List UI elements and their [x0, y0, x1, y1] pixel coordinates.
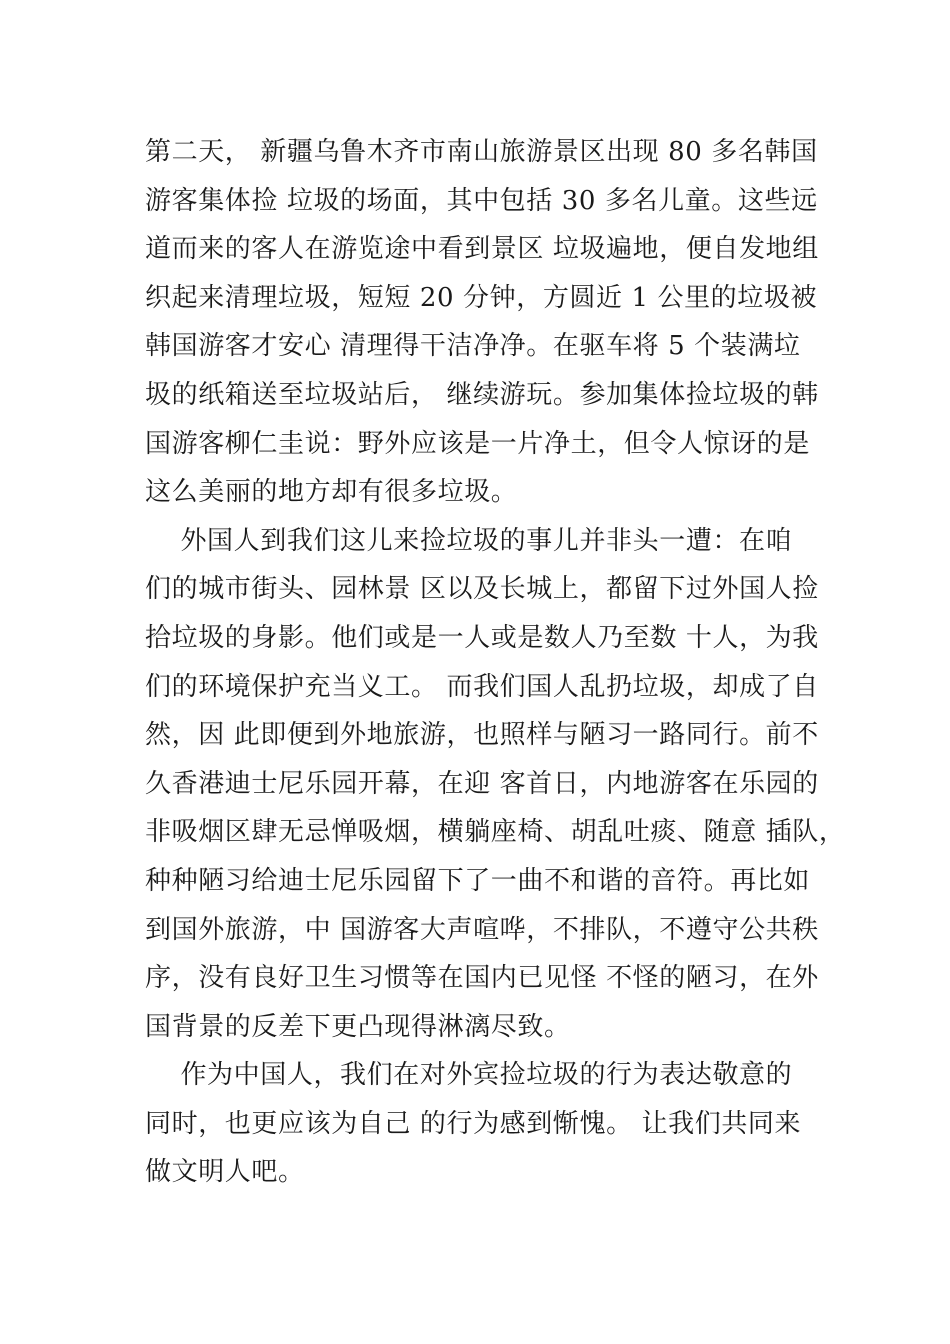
text-line: 然，因 此即便到外地旅游，也照样与陋习一路同行。前不	[145, 720, 819, 751]
text-line: 非吸烟区肆无忌惮吸烟，横躺座椅、胡乱吐痰、随意 插队，	[145, 817, 846, 848]
text-line: 织起来清理垃圾，短短 20 分钟，方圆近 1 公里的垃圾被	[145, 282, 818, 313]
text-line: 外国人到我们这儿来捡垃圾的事儿并非头一遭：在咱	[145, 525, 793, 556]
text-line: 拾垃圾的身影。他们或是一人或是数人乃至数 十人，为我	[145, 622, 819, 653]
text-line: 第二天， 新疆乌鲁木齐市南山旅游景区出现 80 多名韩国	[145, 137, 818, 167]
text-line: 种种陋习给迪士尼乐园留下了一曲不和谐的音符。再比如	[145, 865, 811, 896]
text-line: 序，没有良好卫生习惯等在国内已见怪 不怪的陋习，在外	[145, 963, 819, 994]
text-line: 久香港迪士尼乐园开幕，在迎 客首日，内地游客在乐园的	[145, 768, 819, 799]
text-line: 韩国游客才安心 清理得干洁净净。在驱车将 5 个装满垃	[145, 331, 801, 362]
text-line: 做文明人吧。	[145, 1157, 305, 1188]
text-line: 作为中国人，我们在对外宾捡垃圾的行为表达敬意的	[145, 1060, 793, 1091]
text-line: 们的城市街头、园林景 区以及长城上，都留下过外国人捡	[145, 574, 819, 605]
text-line: 到国外旅游，中 国游客大声喧哗，不排队，不遵守公共秩	[145, 914, 819, 945]
body-text	[145, 128, 846, 1197]
text-line: 同时，也更应该为自己 的行为感到惭愧。 让我们共同来	[145, 1108, 802, 1139]
text-line: 们的环境保护充当义工。 而我们国人乱扔垃圾，却成了自	[145, 671, 819, 702]
text-line: 国游客柳仁圭说：野外应该是一片净土，但令人惊讶的是	[145, 428, 811, 459]
text-line: 道而来的客人在游览途中看到景区 垃圾遍地，便自发地组	[145, 234, 819, 265]
text-line: 国背景的反差下更凸现得淋漓尽致。	[145, 1011, 571, 1042]
text-line: 圾的纸箱送至垃圾站后， 继续游玩。参加集体捡垃圾的韩	[145, 379, 819, 410]
text-line: 游客集体捡 垃圾的场面，其中包括 30 多名儿童。这些远	[145, 185, 818, 216]
text-line: 这么美丽的地方却有很多垃圾。	[145, 477, 518, 508]
